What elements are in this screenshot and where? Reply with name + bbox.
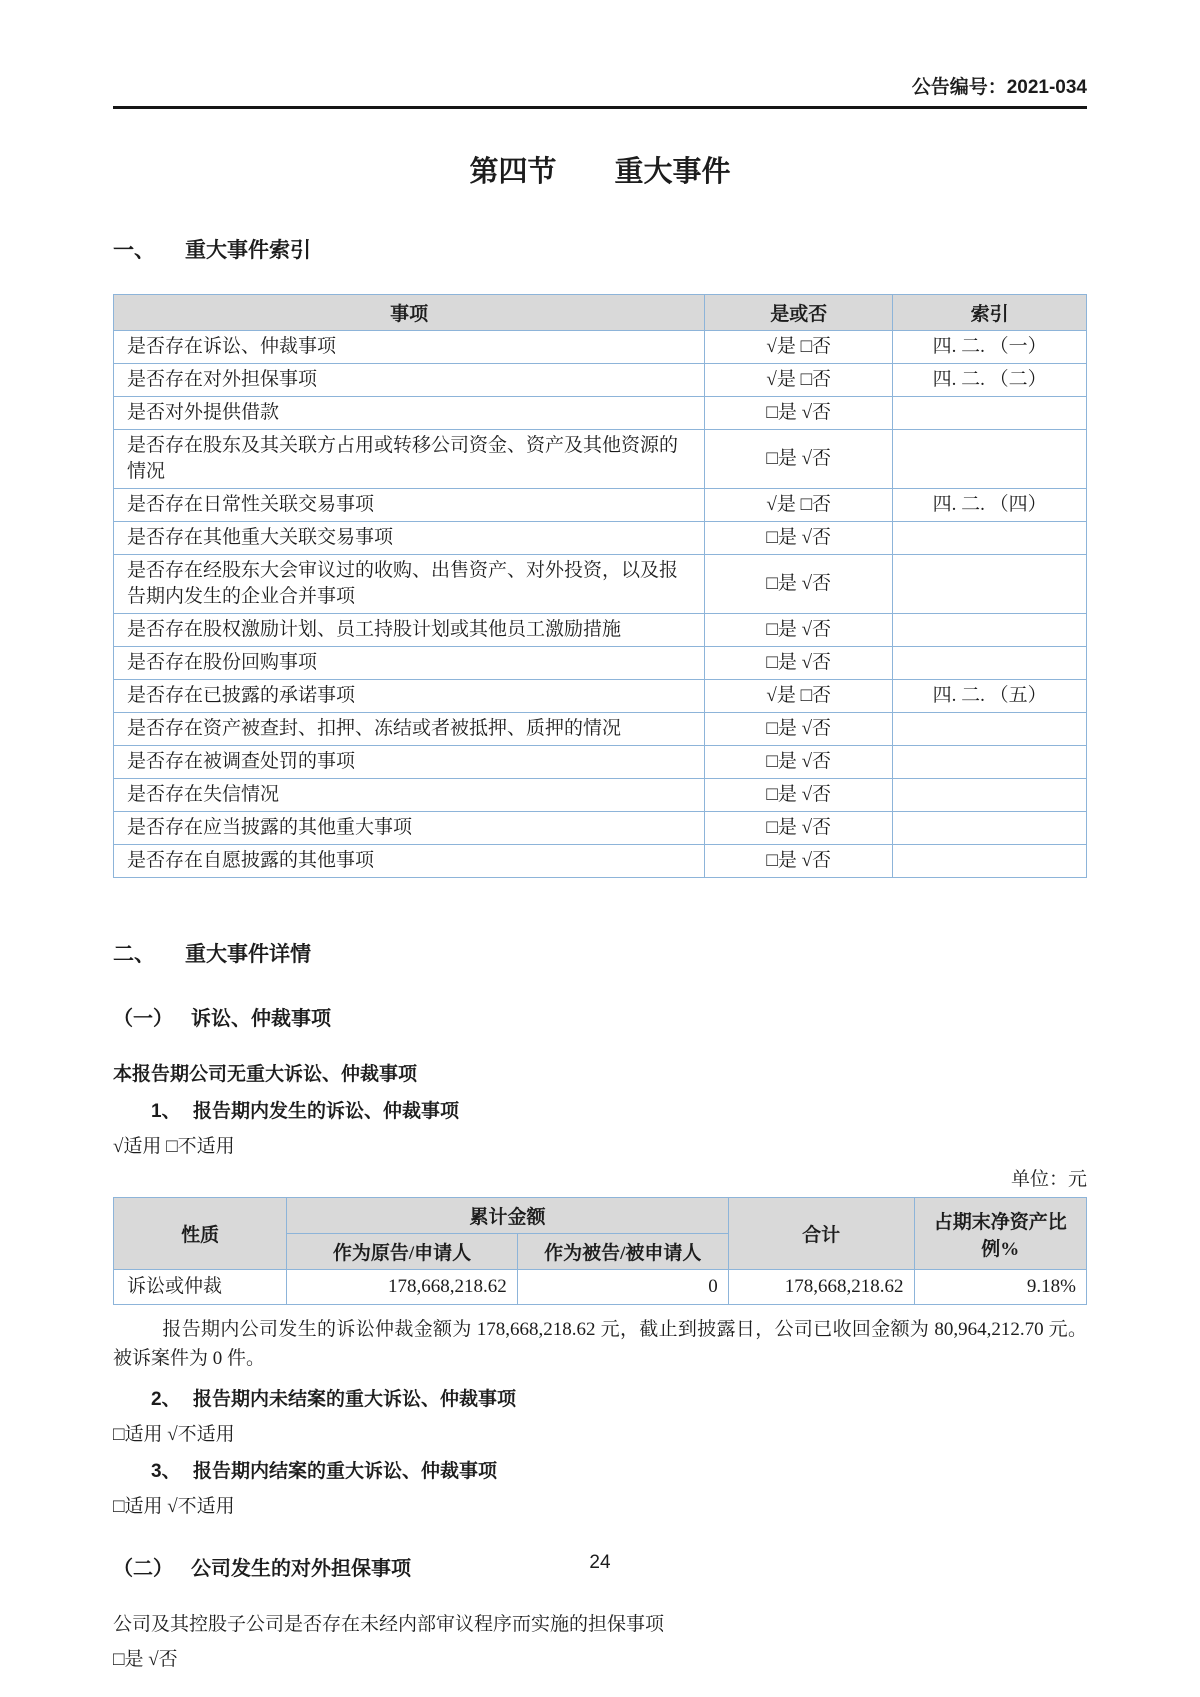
item-cell: 是否存在诉讼、仲裁事项	[114, 331, 705, 364]
item-label: 报告期内未结案的重大诉讼、仲裁事项	[193, 1388, 517, 1410]
col-header-nature: 性质	[114, 1198, 287, 1270]
col-header-yesno: 是或否	[705, 295, 893, 331]
subsection-title-text: 公司发生的对外担保事项	[191, 1557, 411, 1580]
index-cell: 四. 二. （二）	[893, 364, 1087, 397]
amount-table-header-row-1	[114, 1198, 1087, 1234]
applicability-line-2: □适用 √不适用	[113, 1423, 235, 1445]
yesno-cell: □是 √否	[705, 812, 893, 845]
col-header-item: 事项	[114, 295, 705, 331]
litigation-summary: 本报告期公司无重大诉讼、仲裁事项	[113, 1064, 418, 1085]
table-row	[114, 779, 1087, 812]
index-cell	[893, 555, 1087, 614]
table-row	[114, 489, 1087, 522]
section-title-text: 重大事件索引	[185, 239, 311, 262]
index-cell	[893, 713, 1087, 746]
litigation-item-3	[113, 1456, 1087, 1483]
index-cell	[893, 647, 1087, 680]
item-cell: 是否存在已披露的承诺事项	[114, 680, 705, 713]
table-row	[114, 430, 1087, 489]
litigation-item-2	[113, 1384, 1087, 1411]
index-table-header-row	[114, 295, 1087, 331]
table-row	[114, 331, 1087, 364]
subsection-title-text: 诉讼、仲裁事项	[191, 1008, 331, 1030]
item-cell: 是否存在资产被查封、扣押、冻结或者被抵押、质押的情况	[114, 713, 705, 746]
yesno-cell: □是 √否	[705, 614, 893, 647]
index-cell	[893, 614, 1087, 647]
yesno-cell: □是 √否	[705, 397, 893, 430]
litigation-paragraph: 报告期内公司发生的诉讼仲裁金额为 178,668,218.62 元，截止到披露日，公司已收回金额为 80,964,212.70 元。被诉案件为 0 件。	[113, 1319, 1087, 1370]
yesno-cell: □是 √否	[705, 779, 893, 812]
unit-label: 单位：元	[1010, 1169, 1087, 1190]
page-number: 24	[589, 1552, 611, 1573]
table-row	[114, 647, 1087, 680]
item-cell: 是否存在应当披露的其他重大事项	[114, 812, 705, 845]
total-amount-cell: 178,668,218.62	[728, 1270, 914, 1305]
yesno-cell: □是 √否	[705, 430, 893, 489]
yesno-cell: √是 □否	[705, 680, 893, 713]
col-header-index: 索引	[893, 295, 1087, 331]
index-cell: 四. 二. （五）	[893, 680, 1087, 713]
item-cell: 是否存在其他重大关联交易事项	[114, 522, 705, 555]
index-cell	[893, 746, 1087, 779]
announcement-number: 公告编号：2021-034	[911, 77, 1087, 98]
item-cell: 是否存在股东及其关联方占用或转移公司资金、资产及其他资源的情况	[114, 430, 705, 489]
index-cell: 四. 二. （四）	[893, 489, 1087, 522]
index-cell	[893, 812, 1087, 845]
amount-table-data-row	[114, 1270, 1087, 1305]
table-row	[114, 614, 1087, 647]
table-row	[114, 397, 1087, 430]
item-label: 报告期内结案的重大诉讼、仲裁事项	[193, 1460, 498, 1482]
yesno-cell: □是 √否	[705, 713, 893, 746]
guarantee-answer: □是 √否	[113, 1648, 178, 1670]
header-rule	[113, 106, 1087, 109]
table-row	[114, 812, 1087, 845]
applicability-line-1: √适用 □不适用	[113, 1136, 235, 1157]
nature-cell: 诉讼或仲裁	[114, 1270, 287, 1305]
yesno-cell: □是 √否	[705, 746, 893, 779]
subsection-number: （二）	[113, 1557, 173, 1580]
item-cell: 是否存在日常性关联交易事项	[114, 489, 705, 522]
major-events-index-table	[113, 294, 1087, 878]
section-number: 一、	[113, 239, 155, 262]
section-number: 二、	[113, 943, 155, 966]
index-cell: 四. 二. （一）	[893, 331, 1087, 364]
litigation-item-1	[113, 1096, 1087, 1123]
index-cell	[893, 845, 1087, 878]
section-index-heading	[113, 234, 1087, 264]
item-cell: 是否存在经股东大会审议过的收购、出售资产、对外投资，以及报告期内发生的企业合并事项	[114, 555, 705, 614]
item-cell: 是否存在股权激励计划、员工持股计划或其他员工激励措施	[114, 614, 705, 647]
table-row	[114, 845, 1087, 878]
section-title-text: 重大事件详情	[185, 943, 311, 966]
item-number: 2、	[151, 1388, 181, 1410]
col-header-total: 合计	[728, 1198, 914, 1270]
col-header-plaintiff: 作为原告/申请人	[287, 1234, 517, 1270]
yesno-cell: □是 √否	[705, 845, 893, 878]
index-cell	[893, 430, 1087, 489]
table-row	[114, 364, 1087, 397]
col-header-cumulative: 累计金额	[287, 1198, 729, 1234]
subsection-litigation-heading	[113, 1002, 1087, 1031]
table-row	[114, 555, 1087, 614]
guarantee-question: 公司及其控股子公司是否存在未经内部审议程序而实施的担保事项	[113, 1613, 665, 1635]
col-header-defendant: 作为被告/被申请人	[517, 1234, 728, 1270]
item-number: 1、	[151, 1101, 181, 1122]
litigation-amount-table	[113, 1197, 1087, 1305]
index-cell	[893, 779, 1087, 812]
table-row	[114, 713, 1087, 746]
applicability-line-3: □适用 √不适用	[113, 1495, 235, 1517]
index-cell	[893, 522, 1087, 555]
item-cell: 是否存在股份回购事项	[114, 647, 705, 680]
section-details-heading	[113, 938, 1087, 968]
item-label: 报告期内发生的诉讼、仲裁事项	[193, 1101, 460, 1122]
item-cell: 是否存在被调查处罚的事项	[114, 746, 705, 779]
item-cell: 是否存在对外担保事项	[114, 364, 705, 397]
item-number: 3、	[151, 1460, 181, 1482]
subsection-number: （一）	[113, 1008, 173, 1030]
yesno-cell: □是 √否	[705, 555, 893, 614]
item-cell: 是否存在失信情况	[114, 779, 705, 812]
col-header-ratio: 占期末净资产比例%	[914, 1198, 1086, 1270]
ratio-cell: 9.18%	[914, 1270, 1086, 1305]
yesno-cell: □是 √否	[705, 647, 893, 680]
page-title: 第四节 重大事件	[469, 156, 731, 188]
yesno-cell: √是 □否	[705, 331, 893, 364]
table-row	[114, 522, 1087, 555]
yesno-cell: √是 □否	[705, 489, 893, 522]
defendant-amount-cell: 0	[517, 1270, 728, 1305]
item-cell: 是否对外提供借款	[114, 397, 705, 430]
table-row	[114, 746, 1087, 779]
table-row	[114, 680, 1087, 713]
yesno-cell: √是 □否	[705, 364, 893, 397]
index-cell	[893, 397, 1087, 430]
item-cell: 是否存在自愿披露的其他事项	[114, 845, 705, 878]
yesno-cell: □是 √否	[705, 522, 893, 555]
plaintiff-amount-cell: 178,668,218.62	[287, 1270, 517, 1305]
